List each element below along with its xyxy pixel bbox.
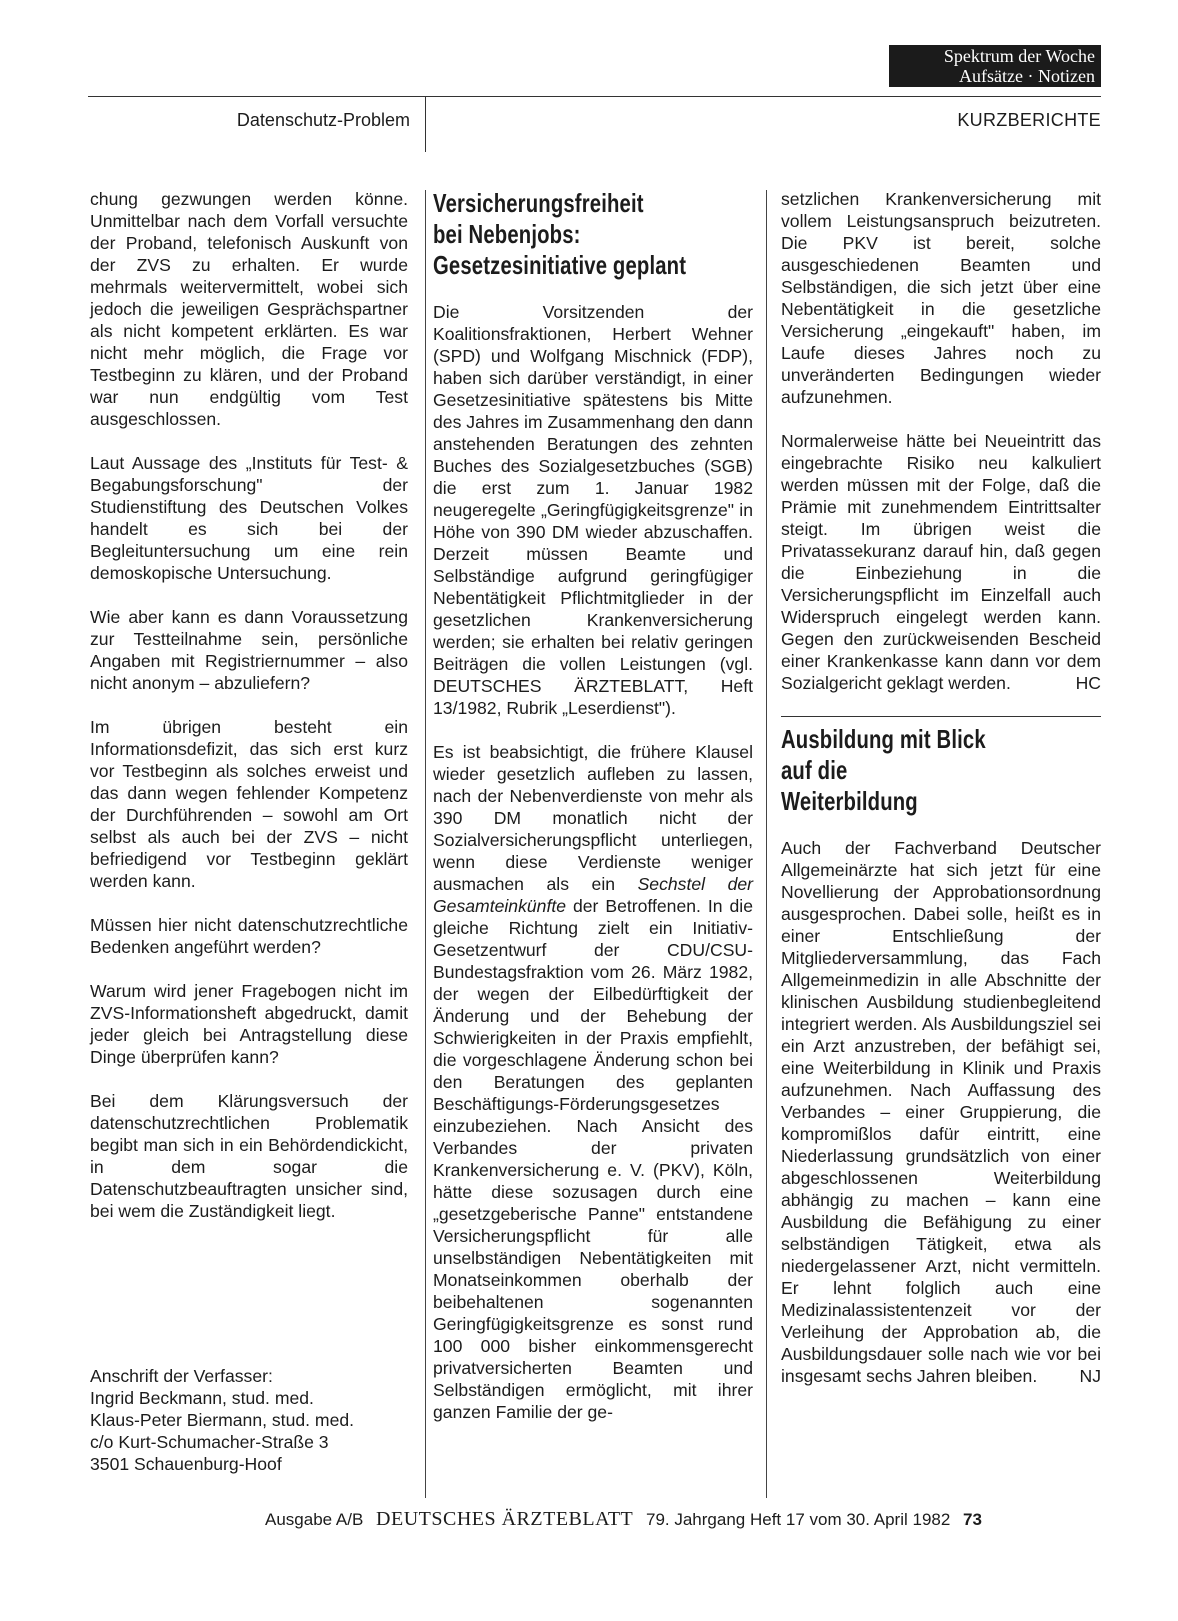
headline-line: auf die — [781, 755, 848, 785]
headline-line: bei Nebenjobs: — [433, 219, 581, 249]
address-label: Anschrift der Verfasser: — [90, 1366, 273, 1386]
section-badge — [889, 45, 1101, 87]
paragraph: Laut Aussage des „Instituts für Test- & Begabungsforschung" der Studienstiftung des Deutschen Volkes handelt es sich bei der Begleituntersuchung um eine rein demoskopische Untersuchung. — [90, 453, 408, 583]
text-run: Auch der Fachverband Deutscher Allgemeinärzte hat sich jetzt für eine Novellierung der Approbationsordnung ausgesprochen. Dabei solle, heißt es in einer Entschließung der Mitgliederversammlung, das Fach Allgemeinmedizin in alle Abschnitte der klinischen Ausbildung studienbegleitend integriert werden. Als Ausbildungsziel sei ein Arzt anzustreben, der befähigt sei, eine Weiterbildung in Klinik und Praxis aufzunehmen. Nach Auffassung des Verbandes – einer Gruppierung, die kompromißlos dafür eintritt, eine Niederlassung grundsätzlich von einer abgeschlossenen Weiterbildung abhängig zu machen – kann eine Ausbildung die Befähigung zu einer selbständigen Tätigkeit, etwa als niedergelassener Arzt, nicht vermitteln. Er lehnt folglich auch eine Medizinalassistentenzeit vor der Verleihung der Approbation ab, die Ausbildungsdauer solle nach wie vor bei insgesamt sechs Jahren bleiben. — [781, 838, 1101, 1386]
author-signature: HC — [1075, 673, 1101, 693]
header-rule — [88, 96, 1101, 97]
text-run: Normalerweise hätte bei Neueintritt das eingebrachte Risiko neu kalkuliert werden müssen mit der Folge, daß die Prämie mit zunehmendem Eintrittsalter steigt. Im übrigen weist die Privatassekuranz darauf hin, daß gegen die Einbeziehung in die Versicherungspflicht im Einzelfall auch Widerspruch eingelegt werden kann. Gegen den zurückweisenden Bescheid einer Krankenkasse kann dann vor dem Sozialgericht geklagt werden. — [781, 431, 1101, 693]
address-line: Klaus-Peter Biermann, stud. med. — [90, 1410, 355, 1430]
headline-line: Gesetzesinitiative geplant — [433, 250, 687, 280]
author-address — [90, 1365, 420, 1475]
edition-label: Ausgabe A/B — [265, 1510, 364, 1529]
address-line: c/o Kurt-Schumacher-Straße 3 — [90, 1432, 329, 1452]
left-column — [90, 188, 408, 1244]
paragraph: Im übrigen besteht ein Informationsdefizit, das sich erst kurz vor Testbeginn als solches erweist und das dann wegen fehlender Kompetenz der Durchführenden – sowohl am Ort selbst als auch bei der ZVS – nicht befriedigend vor Testbeginn geklärt werden kann. — [90, 717, 408, 891]
paragraph: Die Vorsitzenden der Koalitionsfraktionen, Herbert Wehner (SPD) und Wolfgang Mischnick (FDP), haben sich darüber verständigt, in einer Gesetzesinitiative spätestens bis Mitte des Jahres im Zusammenhang den dann anstehenden Beratungen des zehnten Buches des Sozialgesetzbuches (SGB) die erst zum 1. Januar 1982 neugeregelte „Geringfügigkeitsgrenze" in Höhe von 390 DM wieder abzuschaffen. Derzeit müssen Beamte und Selbständige aufgrund geringfügiger Nebentätigkeit Pflichtmitglieder in der gesetzlichen Krankenversicherung werden; sie erhalten bei relativ geringen Beiträgen die vollen Leistungen (vgl. DEUTSCHES ÄRZTEBLATT, Heft 13/1982, Rubrik „Leserdienst"). — [433, 302, 753, 718]
section-title-right: KURZBERICHTE — [957, 110, 1101, 130]
headline-line: Ausbildung mit Blick — [781, 724, 986, 754]
middle-column — [433, 188, 753, 1445]
magazine-name: DEUTSCHES ÄRZTEBLATT — [376, 1508, 634, 1530]
paragraph: setzlichen Krankenversicherung mit vollem Leistungsanspruch beizutreten. Die PKV ist bereit, solche ausgeschiedenen Beamten und Selbständigen, die sich jetzt über eine Nebentätigkeit in die gesetzliche Versicherung „eingekauft" haben, im Laufe dieses Jahres noch zu unveränderten Bedingungen wieder aufzunehmen. — [781, 189, 1101, 407]
issue-info: 79. Jahrgang Heft 17 vom 30. April 1982 — [646, 1510, 951, 1529]
paragraph — [781, 430, 1101, 694]
header-divider — [425, 97, 426, 152]
paragraph: Müssen hier nicht datenschutzrechtliche Bedenken angeführt werden? — [90, 915, 408, 957]
article-headline — [781, 724, 1100, 817]
paragraph — [433, 741, 753, 1423]
paragraph: Wie aber kann es dann Voraussetzung zur Testteilnahme sein, persönliche Angaben mit Registriernummer – also nicht anonym – abzuliefern? — [90, 607, 408, 693]
text-run: Es ist beabsichtigt, die frühere Klausel wieder gesetzlich aufleben zu lassen, nach der Nebenverdienste von mehr als 390 DM monatlich nicht der Sozialversicherungspflicht unterliegen, wenn diese Verdienste weniger ausmachen als ein — [433, 742, 753, 894]
paragraph: Warum wird jener Fragebogen nicht im ZVS-Informationsheft abgedruckt, damit jeder gleich bei Antragstellung diese Dinge überprüfen kann? — [90, 981, 408, 1067]
page-footer — [265, 1508, 1101, 1531]
italic-text: Sechstel der Gesamteinkünfte — [433, 874, 754, 916]
right-column — [781, 188, 1101, 1409]
address-line: Ingrid Beckmann, stud. med. — [90, 1388, 314, 1408]
author-signature: NJ — [1079, 1366, 1101, 1386]
page-number: 73 — [963, 1510, 982, 1529]
badge-line-2: Aufsätze · Notizen — [959, 66, 1095, 86]
paragraph — [781, 837, 1101, 1387]
headline-line: Versicherungsfreiheit — [433, 188, 644, 218]
address-line: 3501 Schauenburg-Hoof — [90, 1454, 282, 1474]
article-headline — [433, 188, 752, 281]
paragraph: Bei dem Klärungsversuch der datenschutzrechtlichen Problematik begibt man sich in ein Behördendickicht, in dem sogar die Datenschutzbeauftragten unsicher sind, bei wem die Zuständigkeit liegt. — [90, 1091, 408, 1221]
text-run: der Betroffenen. In die gleiche Richtung zielt ein Initiativ-Gesetzentwurf der CDU/CSU-Bundestagsfraktion vom 26. März 1982, der wegen der Eilbedürftigkeit der Änderung und der Behebung der Schwierigkeiten in der Praxis empfiehlt, die vorgeschlagene Änderung schon bei den Beratungen des geplanten Beschäftigungs-Förderungsgesetzes einzubeziehen. Nach Ansicht des Verbandes der privaten Krankenversicherung e. V. (PKV), Köln, hätte diese sozusagen durch eine „gesetzgeberische Panne" entstandene Versicherungspflicht für alle unselbständigen Nebentätigkeiten mit Monatseinkommen oberhalb der beibehaltenen sogenannten Geringfügigkeitsgrenze es sonst rund 100 000 bisher einkommensgerecht privatversicherten Beamten und Selbständigen ermöglicht, mit ihrer ganzen Familie der ge- — [433, 896, 753, 1422]
article-separator — [781, 716, 1101, 817]
section-title-left: Datenschutz-Problem — [236, 110, 410, 130]
column-divider — [425, 190, 426, 1498]
paragraph: chung gezwungen werden könne. Unmittelbar nach dem Vorfall versuchte der Proband, telefonisch Auskunft von der ZVS zu erhalten. Er wurde mehrmals weitervermittelt, wobei sich jedoch die jeweiligen Gesprächspartner als nicht kompetent erklärten. Es war nicht mehr möglich, die Frage vor Testbeginn zu klären, und der Proband war nun endgültig vom Test ausgeschlossen. — [90, 189, 408, 429]
column-divider — [766, 190, 767, 1498]
headline-line: Weiterbildung — [781, 786, 918, 816]
badge-line-1: Spektrum der Woche — [943, 46, 1095, 66]
